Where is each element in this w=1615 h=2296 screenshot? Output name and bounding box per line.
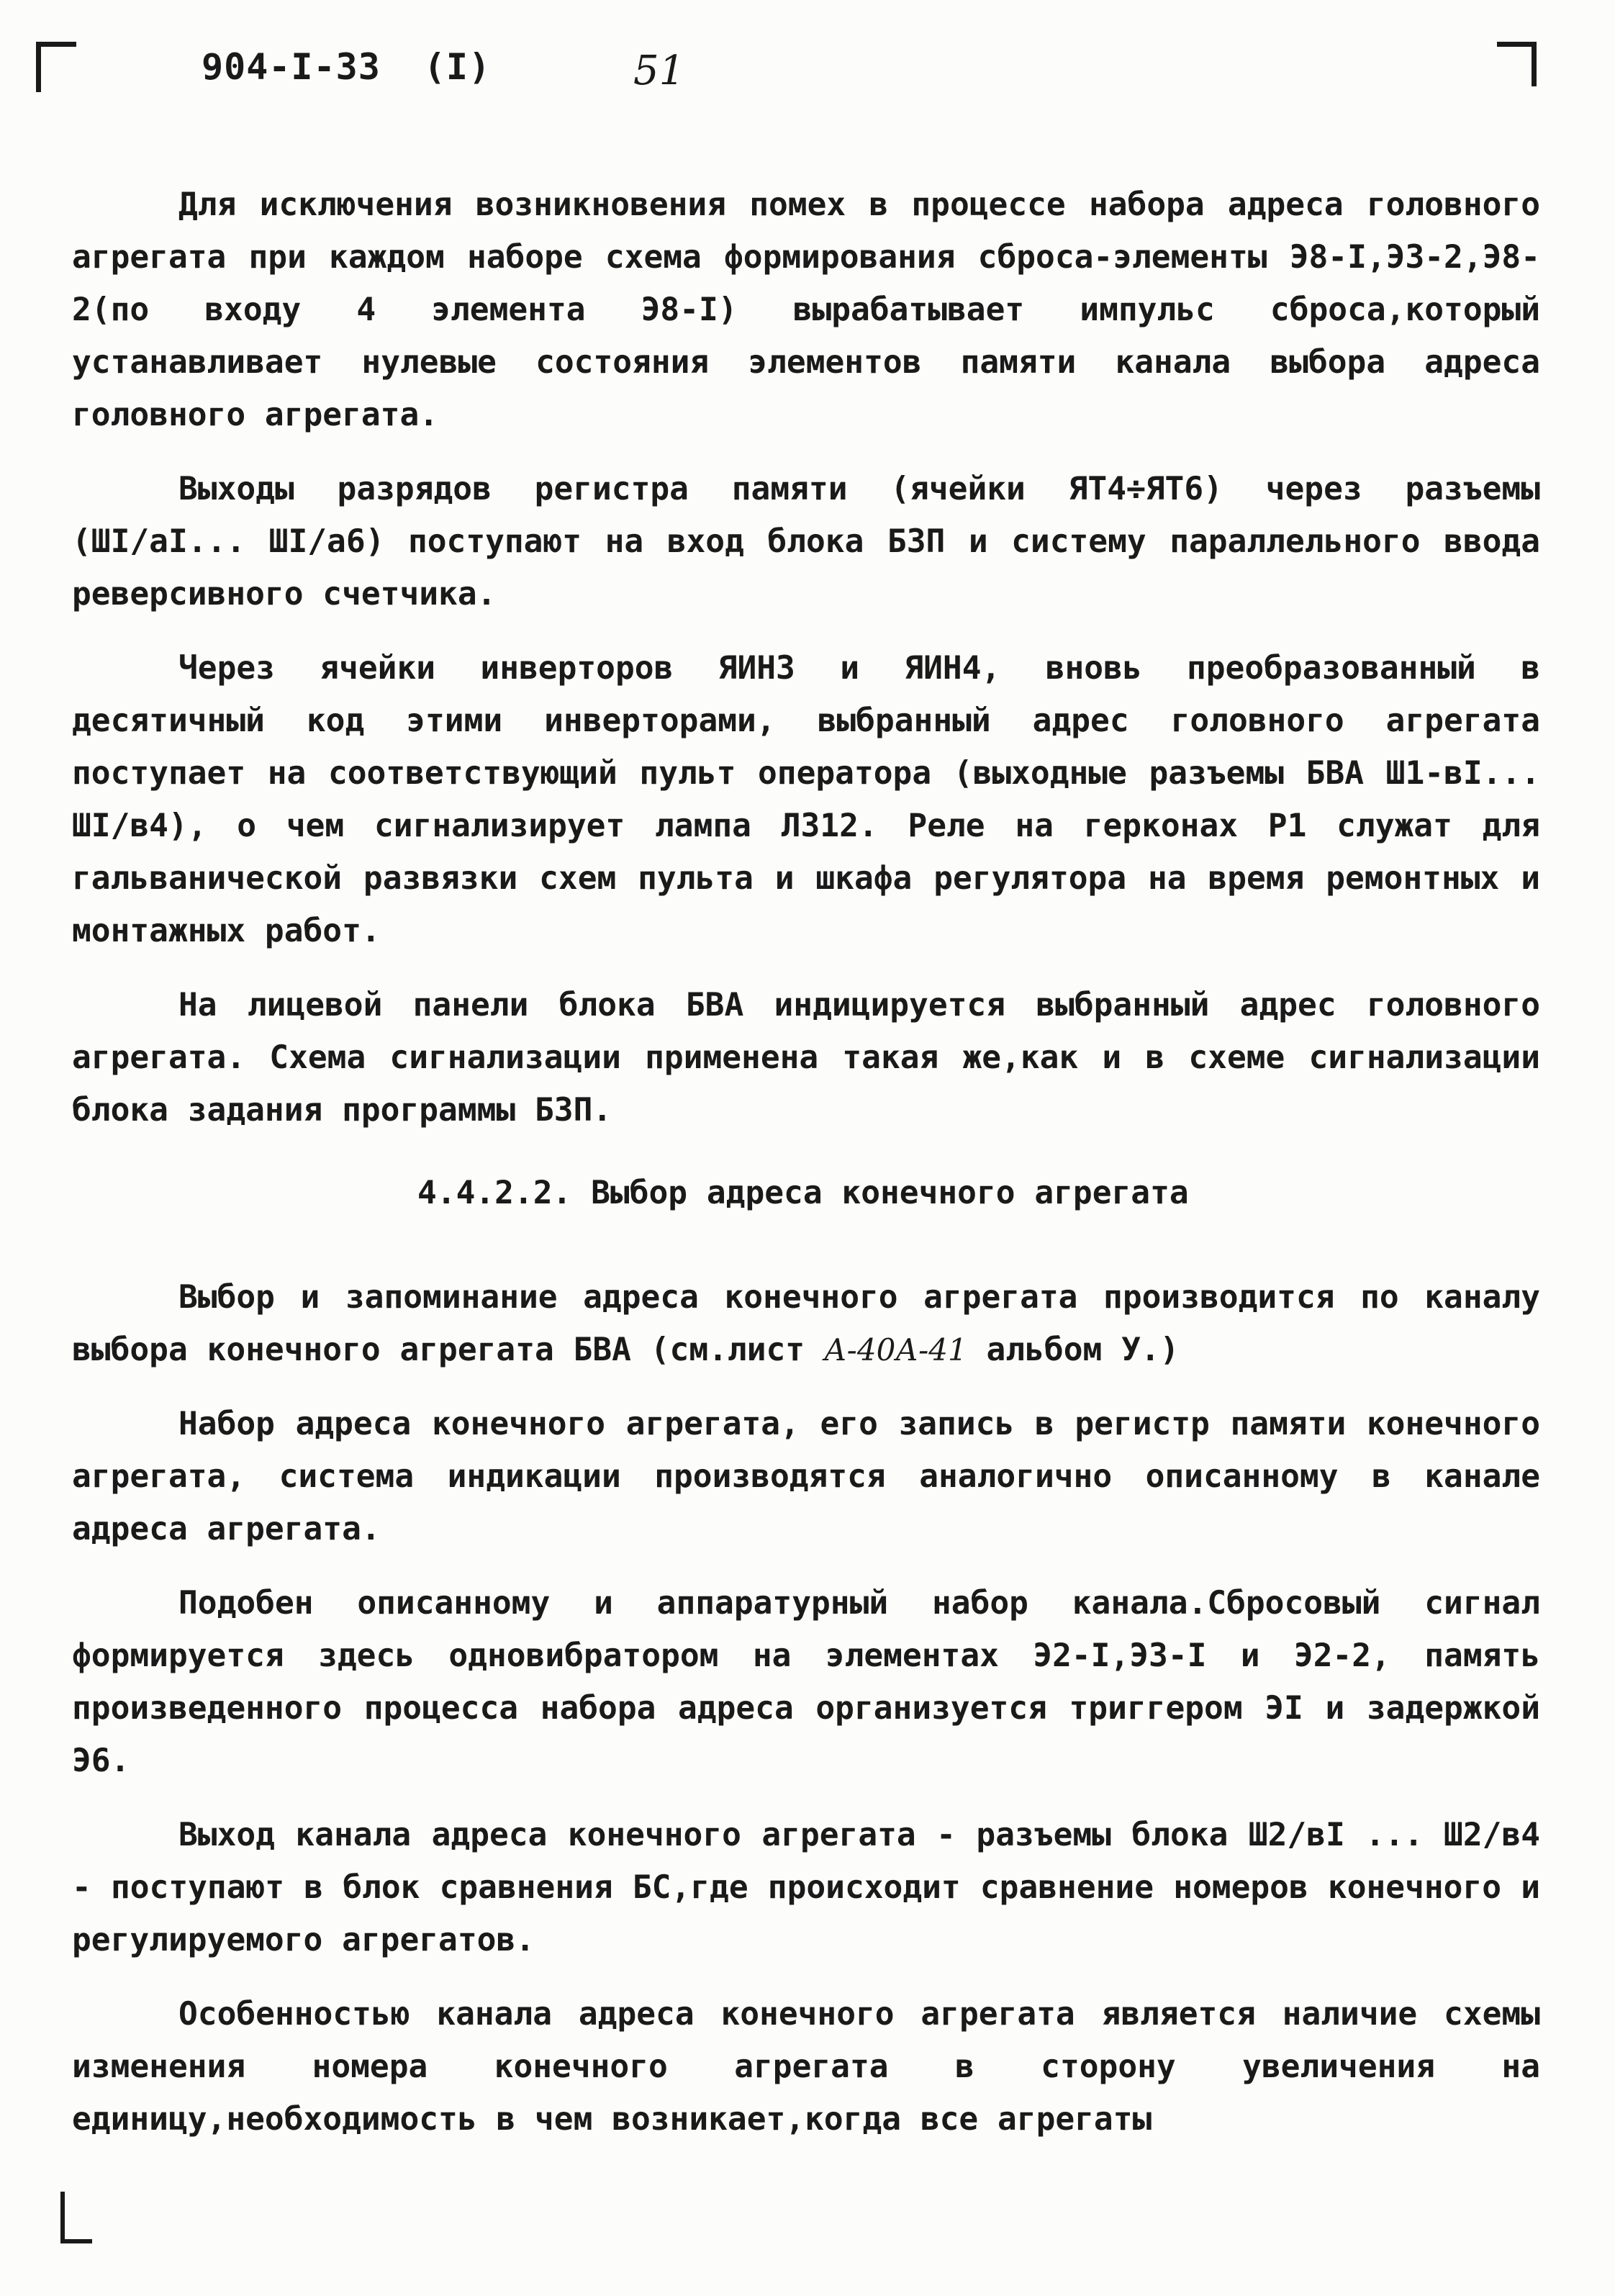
paragraph-text: альбом У.) xyxy=(967,1332,1180,1368)
paragraph-text: Выбор и запоминание адреса конечного агрегата производится по каналу выбора конечного агрегата БВА (см.лист xyxy=(72,1279,1540,1368)
paragraph: Особенностью канала адреса конечного агрегата является наличие схемы изменения номера конечного агрегата в сторону увеличения на единицу,необходимость в чем возникает,когда все агрегаты xyxy=(72,1996,1540,2138)
handwritten-sheet-reference: А-40А-41 xyxy=(823,1332,967,1368)
page-number: 51 xyxy=(633,48,685,94)
document-code: 904-I-33 xyxy=(202,46,381,88)
corner-mark-top-left-vertical xyxy=(36,42,41,92)
section-heading: 4.4.2.2. Выбор адреса конечного агрегата xyxy=(417,1175,1189,1211)
paragraph: На лицевой панели блока БВА индицируется выбранный адрес головного агрегата. Схема сигнализации применена такая же,как и в схеме сигнализации блока задания программы БЗП. xyxy=(72,987,1540,1129)
paragraph: Выход канала адреса конечного агрегата - разъемы блока Ш2/вI ... Ш2/в4 - поступают в блок сравнения БС,где происходит сравнение номеров конечного и регулируемого агрегатов. xyxy=(72,1817,1540,1958)
paragraph: Для исключения возникновения помех в процессе набора адреса головного агрегата при каждом наборе схема формирования сброса-элементы Э8-I,Э3-2,Э8-2(по входу 4 элемента Э8-I) вырабатывает импульс сброса,который устанавливает нулевые состояния элементов памяти канала выбора адреса головного агрегата. xyxy=(72,186,1540,433)
corner-mark-top-left-horizontal xyxy=(36,42,76,47)
document-body xyxy=(72,178,1540,2167)
paragraph: Выходы разрядов регистра памяти (ячейки ЯТ4÷ЯТ6) через разъемы (ШI/aI... ШI/a6) поступают на вход блока БЗП и систему параллельного ввода реверсивного счетчика. xyxy=(72,471,1540,613)
corner-mark-bottom-left-horizontal xyxy=(60,2239,92,2243)
document-part: (I) xyxy=(423,46,492,88)
paragraph: Подобен описанному и аппаратурный набор канала.Сбросовый сигнал формируется здесь одновибратором на элементах Э2-I,Э3-I и Э2-2, память произведенного процесса набора адреса организуется триггером ЭI и задержкой Э6. xyxy=(72,1585,1540,1779)
document-header xyxy=(202,46,491,88)
corner-mark-bottom-left-vertical xyxy=(60,2192,65,2243)
corner-mark-top-right-horizontal xyxy=(1497,42,1537,47)
paragraph: Через ячейки инверторов ЯИН3 и ЯИН4, вновь преобразованный в десятичный код этими инверторами, выбранный адрес головного агрегата поступает на соответствующий пульт оператора (выходные разъемы БВА Ш1-вI... ШI/в4), о чем сигнализирует лампа Л312. Реле на герконах Р1 служат для гальванической развязки схем пульта и шкафа регулятора на время ремонтных и монтажных работ. xyxy=(72,650,1540,949)
paragraph xyxy=(72,1271,1540,1376)
paragraph: Набор адреса конечного агрегата, его запись в регистр памяти конечного агрегата, система индикации производятся аналогично описанному в канале адреса агрегата. xyxy=(72,1406,1540,1547)
corner-mark-top-right-vertical xyxy=(1532,42,1537,86)
